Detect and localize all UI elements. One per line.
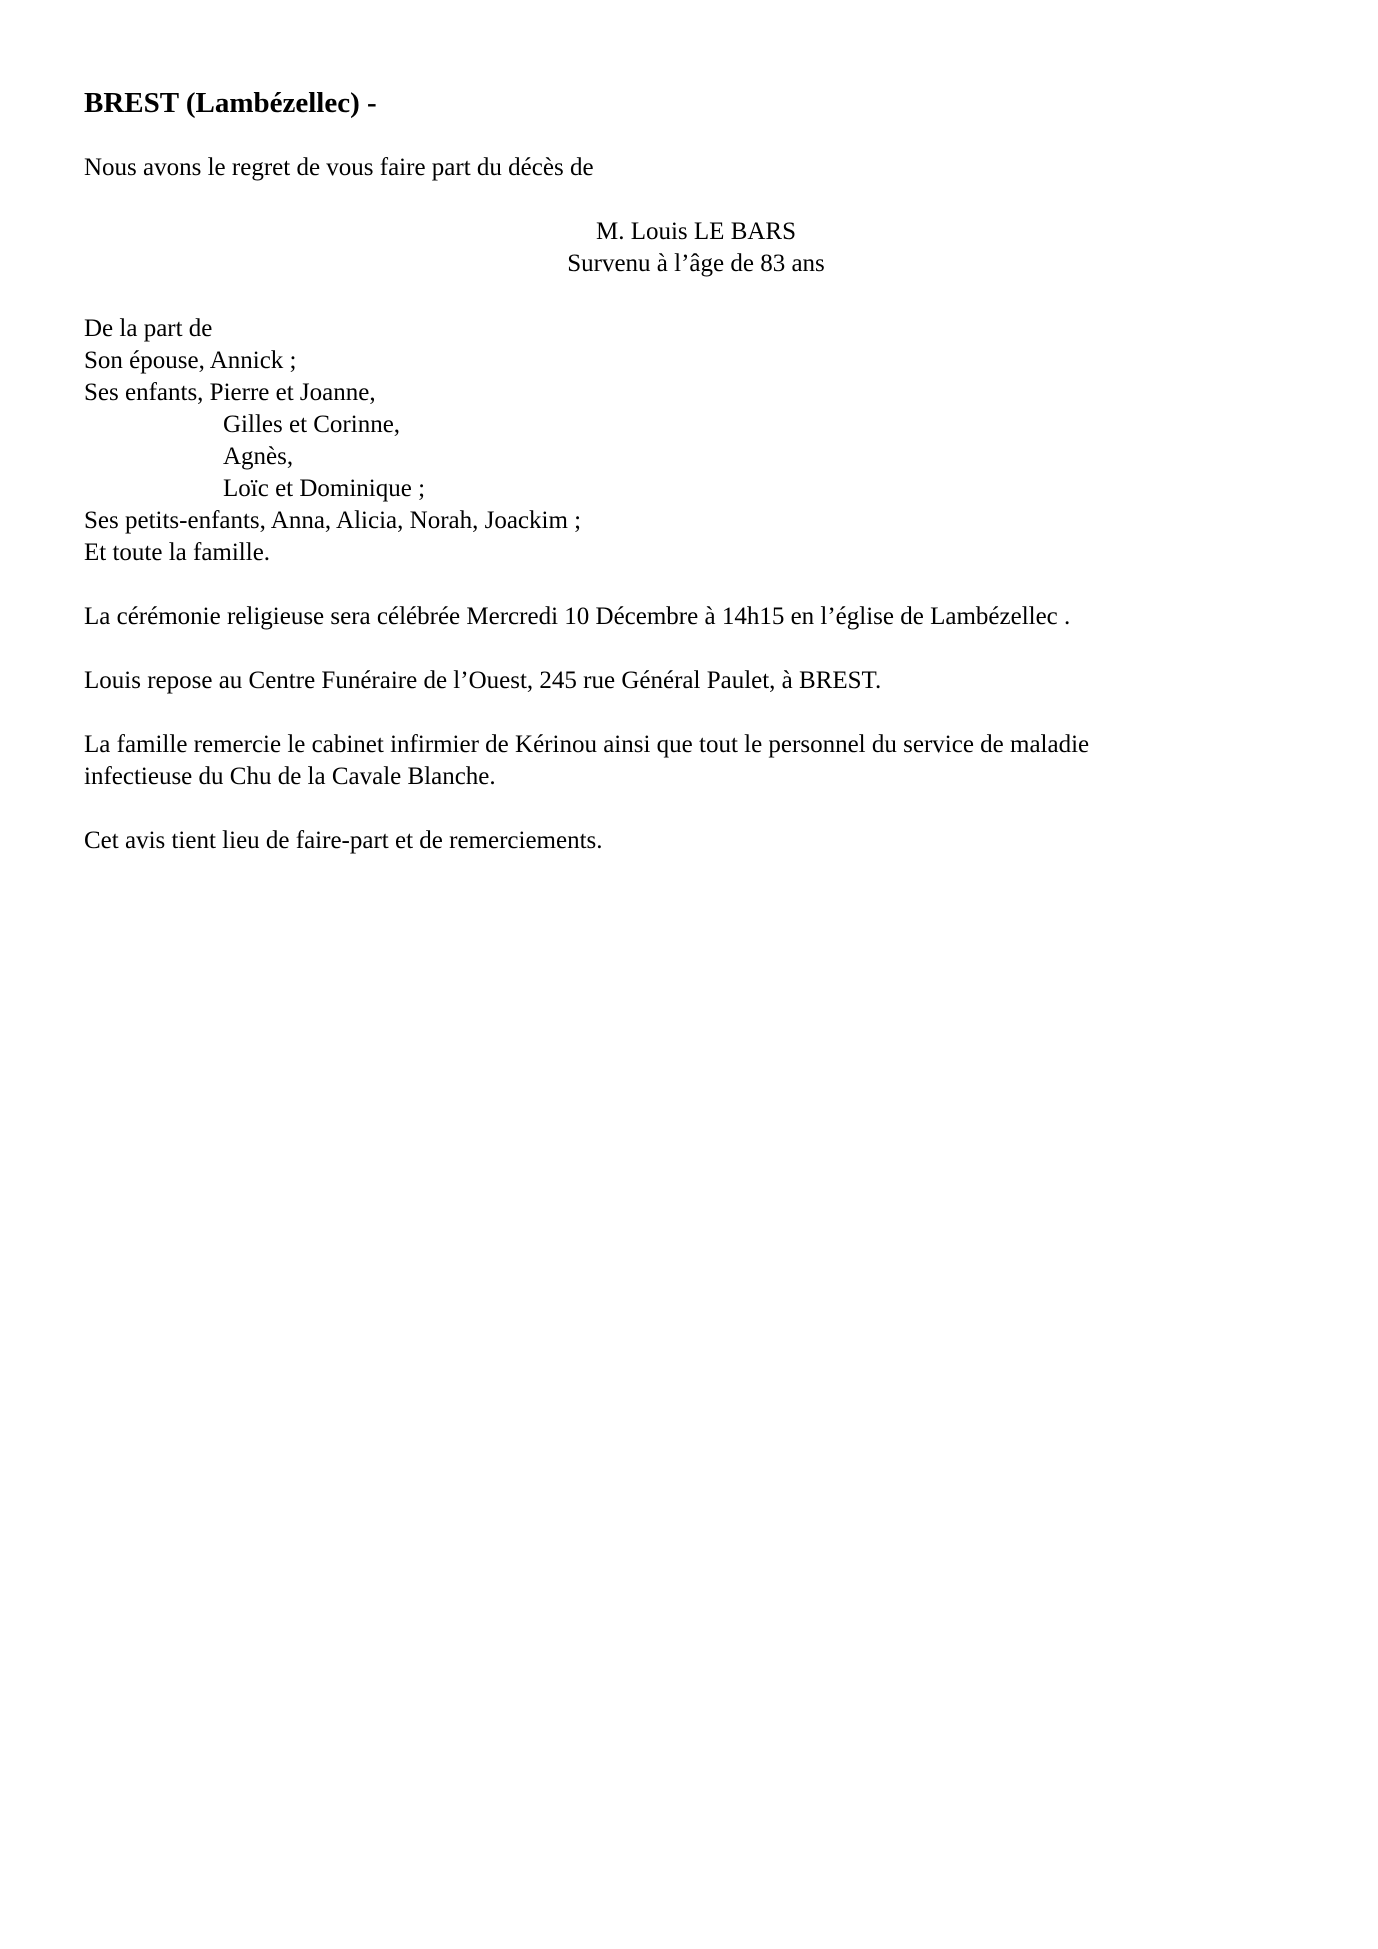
family-children-item: Loïc et Dominique ; (223, 475, 426, 502)
family-children-item: Agnès, (223, 443, 294, 470)
family-intro: De la part de (84, 315, 213, 342)
intro-text: Nous avons le regret de vous faire part du décès de (84, 154, 594, 181)
thanks-text-line1: La famille remercie le cabinet infirmier de Kérinou ainsi que tout le personnel du service de maladie (84, 731, 1090, 758)
family-grandchildren: Ses petits-enfants, Anna, Alicia, Norah, Joackim ; (84, 507, 582, 534)
family-spouse: Son épouse, Annick ; (84, 347, 297, 374)
age-line: Survenu à l’âge de 83 ans (567, 250, 825, 277)
family-children-item: Gilles et Corinne, (223, 411, 401, 438)
repose-text: Louis repose au Centre Funéraire de l’Ouest, 245 rue Général Paulet, à BREST. (84, 667, 882, 694)
ceremony-text: La cérémonie religieuse sera célébrée Mercredi 10 Décembre à 14h15 en l’église de Lambézellec . (84, 603, 1071, 630)
family-rest: Et toute la famille. (84, 539, 271, 566)
closing-text: Cet avis tient lieu de faire-part et de remerciements. (84, 827, 603, 854)
family-children: Ses enfants, Pierre et Joanne, (84, 379, 376, 406)
thanks-text-line2: infectieuse du Chu de la Cavale Blanche. (84, 763, 496, 790)
notice-heading: BREST (Lambézellec) - (84, 87, 377, 119)
deceased-name: M. Louis LE BARS (595, 218, 797, 245)
